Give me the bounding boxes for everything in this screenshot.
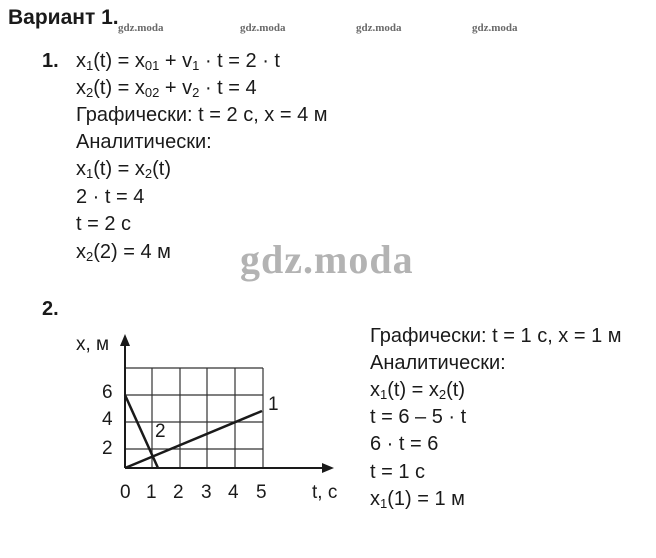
x-tick-4: 4 [228, 482, 239, 503]
y-axis-label: x, м [76, 334, 110, 355]
task1-equality: $x_1(t) = x_2(t)$ [76, 158, 172, 181]
watermark-small: gdz.moda [356, 22, 402, 34]
task1-analytic-heading: Аналитически: [76, 131, 212, 153]
task1-graphic-answer: Графически: t = 2 с, x = 4 м [76, 104, 328, 126]
task2-graphic-answer: Графически: t = 1 с, x = 1 м [370, 325, 622, 347]
x-axis-label: t, c [312, 482, 338, 503]
x-tick-1: 1 [146, 482, 157, 503]
task2-step-1: t = 6 – 5 · t [370, 406, 467, 428]
task2-step-2: 6 · t = 6 [370, 433, 439, 455]
watermark-large: gdz.moda [240, 237, 414, 282]
x-tick-3: 3 [201, 482, 212, 503]
task2-analytic-heading: Аналитически: [370, 352, 506, 374]
x-tick-0: 0 [120, 482, 131, 503]
task1-step-2: t = 2 с [76, 213, 132, 235]
x-tick-2: 2 [173, 482, 184, 503]
x-tick-5: 5 [256, 482, 267, 503]
task1-equation-2: $x_2(t) = x_{02} + v_2 \cdot t = 4$ [76, 77, 257, 100]
task2-number: 2. [42, 298, 59, 320]
task2-step-3: t = 1 с [370, 461, 426, 483]
watermark-small: gdz.moda [472, 22, 518, 34]
motion-graph [0, 320, 360, 510]
page-title: Вариант 1. [8, 6, 119, 29]
y-tick-2: 2 [102, 438, 113, 459]
y-tick-4: 4 [102, 409, 113, 430]
line-2-label: 2 [155, 421, 166, 442]
task2-result: $x_1(1) = 1$ м [370, 488, 465, 511]
watermark-small: gdz.moda [118, 22, 164, 34]
task1-number: 1. [42, 50, 59, 72]
y-tick-6: 6 [102, 382, 113, 403]
task1-result: $x_2(2) = 4$ м [76, 241, 171, 264]
line-1-label: 1 [268, 394, 279, 415]
task1-equation-1: $x_1(t) = x_{01} + v_1 \cdot t = 2 \cdot t$ [76, 50, 280, 73]
task1-step-1: 2 · t = 4 [76, 186, 145, 208]
line-2 [125, 395, 158, 468]
task2-equality: $x_1(t) = x_2(t)$ [370, 379, 466, 402]
watermark-small: gdz.moda [240, 22, 286, 34]
